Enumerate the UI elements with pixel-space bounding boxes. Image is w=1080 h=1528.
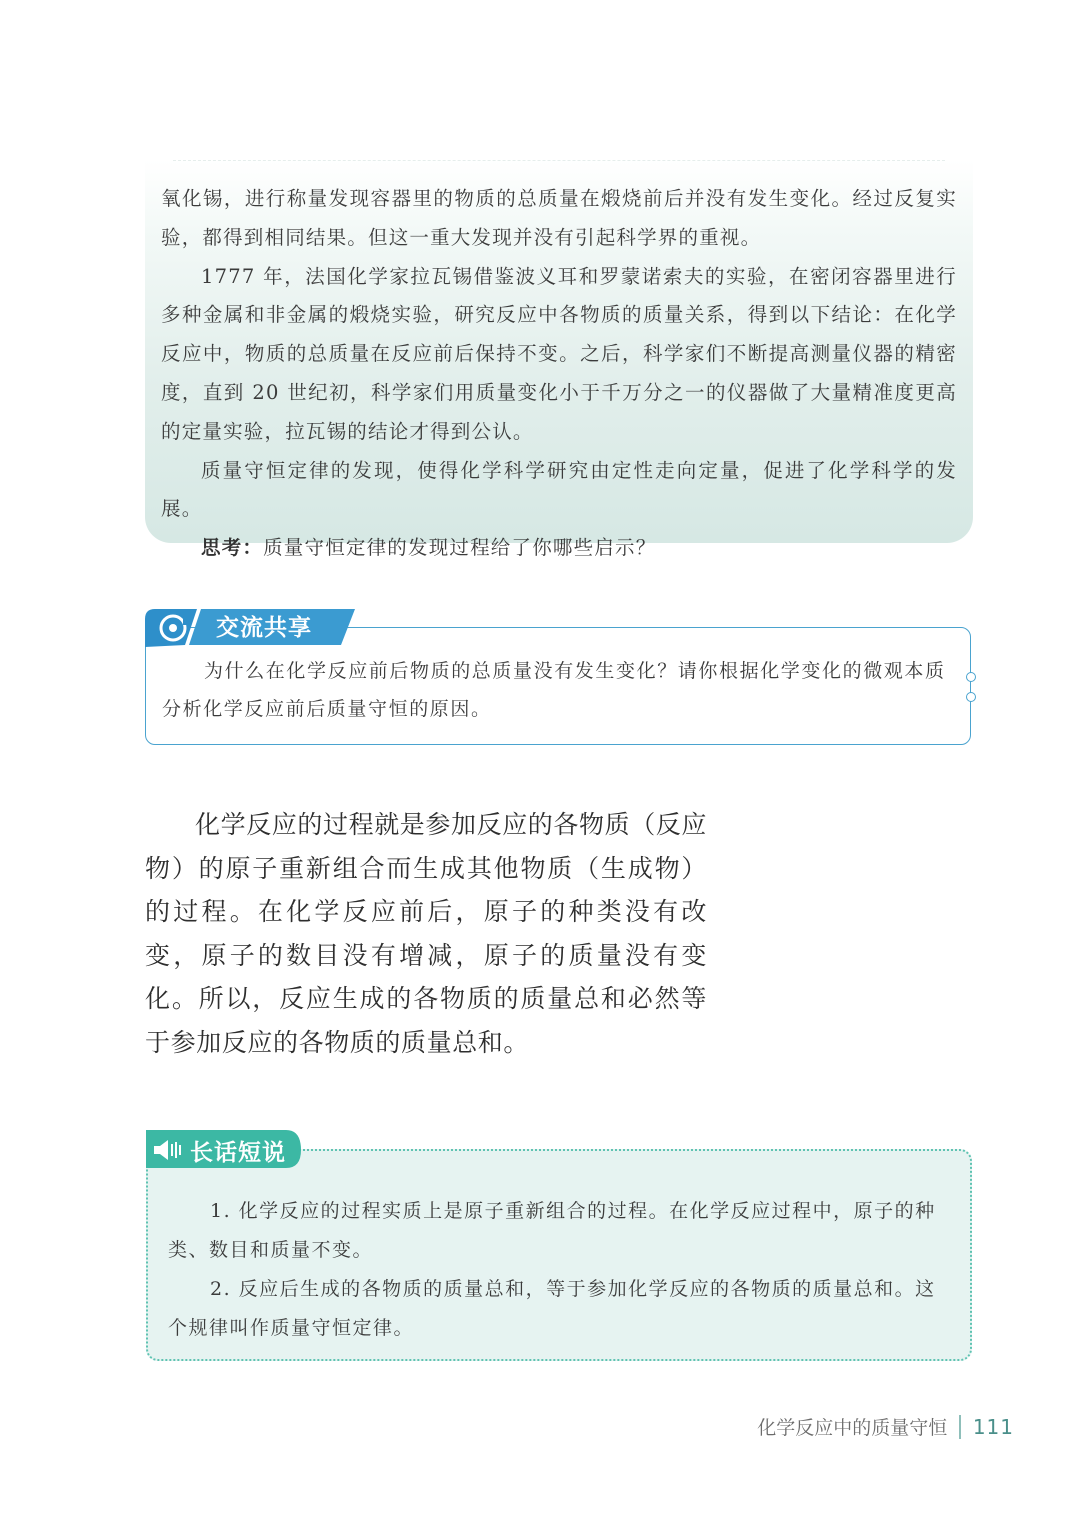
chapter-title: 化学反应中的质量守恒 <box>757 1417 948 1439</box>
footer-divider <box>959 1415 961 1439</box>
exchange-text: 为什么在化学反应前后物质的总质量没有发生变化？请你根据化学变化的微观本质分析化学反应前后质量守恒的原因。 <box>162 660 946 720</box>
page-footer <box>757 1413 1014 1440</box>
history-paragraph-3: 质量守恒定律的发现，使得化学科学研究由定性走向定量，促进了化学科学的发展。 <box>161 458 957 521</box>
history-box <box>145 160 973 560</box>
summary-item-1: 1. 化学反应的过程实质上是原子重新组合的过程。在化学反应过程中，原子的种类、数目和质量不变。 <box>168 1200 936 1261</box>
page-number: 111 <box>972 1414 1014 1439</box>
binder-ring-icon <box>966 692 976 702</box>
exchange-title: 交流共享 <box>216 615 312 641</box>
history-paragraph-2: 1777 年，法国化学家拉瓦锡借鉴波义耳和罗蒙诺索夫的实验，在密闭容器里进行多种金属和非金属的煅烧实验，研究反应中各物质的质量关系，得到以下结论：在化学反应中，物质的总质量在反应前后保持不变。之后，科学家们不断提高测量仪器的精密度，直到 20 世纪初，科学家们用质量变化小于千万分之一的仪器做了大量精准度更高的定量实验，拉瓦锡的结论才得到公认。 <box>161 264 957 443</box>
target-icon <box>157 612 189 644</box>
history-paragraph-1: 氧化锡，进行称量发现容器里的物质的总质量在煅烧前后并没有发生变化。经过反复实验，都得到相同结果。但这一重大发现并没有引起科学界的重视。 <box>161 187 957 249</box>
main-paragraph: 化学反应的过程就是参加反应的各物质（反应物）的原子重新组合而生成其他物质（生成物）的过程。在化学反应前后，原子的种类没有改变，原子的数目没有增减，原子的质量没有变化。所以，反应生成的各物质的质量总和必然等于参加反应的各物质的质量总和。 <box>145 810 708 1057</box>
think-text: 质量守恒定律的发现过程给了你哪些启示？ <box>263 536 657 560</box>
summary-title: 长话短说 <box>190 1140 286 1166</box>
think-label: 思考： <box>201 536 264 560</box>
summary-item-2: 2. 反应后生成的各物质的质量总和，等于参加化学反应的各物质的质量总和。这个规律叫作质量守恒定律。 <box>168 1278 936 1339</box>
speaker-icon <box>153 1139 183 1161</box>
summary-text <box>168 1192 956 1348</box>
think-question <box>161 529 957 568</box>
binder-ring-icon <box>966 672 976 682</box>
